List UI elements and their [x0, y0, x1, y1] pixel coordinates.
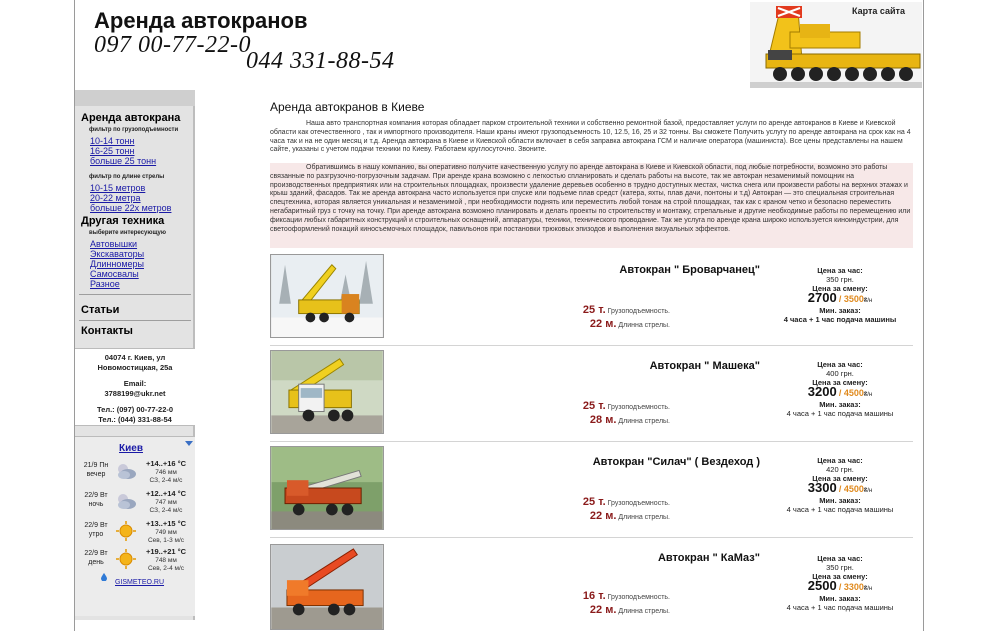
min-order-label: Мин. заказ: [819, 594, 861, 603]
price-unit: ₴/н [863, 298, 873, 304]
hour-price: 400 грн. [826, 369, 854, 378]
other-link-excavators[interactable]: Экскаваторы [90, 249, 145, 259]
crane-listing [270, 350, 913, 442]
boom-label: Длинна стрелы. [618, 608, 670, 615]
crane-boom [470, 318, 670, 330]
sidebar-other-section [75, 215, 195, 289]
shift-price: 3300 [807, 480, 837, 495]
shift-price-alt: 4500 [843, 484, 864, 494]
crane-photo[interactable] [270, 544, 384, 630]
crane-photo[interactable] [270, 254, 384, 338]
crane-meters: 28 м. [589, 414, 617, 426]
weather-part: ночь [88, 501, 104, 508]
capacity-link-10-14[interactable]: 10-14 тонн [90, 136, 135, 146]
weather-date: 22/9 Вт [84, 492, 108, 499]
contact-tel-2: Тел.: (044) 331-88-54 [98, 415, 172, 424]
hour-price-label: Цена за час: [817, 266, 863, 275]
capacity-label: Грузоподъемность. [607, 308, 670, 315]
header-phone-1: 097 00-77-22-0 [94, 32, 251, 58]
weather-wind: СЗ, 2-4 м/с [149, 507, 183, 514]
price-unit: ₴/н [863, 392, 873, 398]
crane-meters: 22 м. [589, 510, 617, 522]
crane-listing [270, 446, 913, 538]
contact-address-line-2: Новомостицкая, 25а [97, 363, 173, 372]
weather-part: день [88, 559, 104, 566]
other-link-aerial-platforms[interactable]: Автовышки [90, 239, 138, 249]
weather-wind: Сев, 1-3 м/с [147, 537, 185, 544]
price-unit: ₴/н [863, 586, 873, 592]
crane-capacity [470, 400, 670, 412]
weather-dropdown-icon[interactable] [185, 441, 193, 446]
shift-price-alt: 4500 [843, 388, 864, 398]
cloudy-night-icon [115, 491, 137, 511]
weather-pressure: 748 мм [155, 557, 177, 564]
filter-boom-label: фильтр по длине стрелы [89, 174, 165, 180]
shift-price: 3200 [807, 384, 837, 399]
sidebar-other-heading[interactable]: Другая техника [81, 215, 165, 227]
crane-boom [470, 414, 670, 426]
weather-row [75, 547, 195, 577]
weather-temp: +13..+15 °C [145, 519, 187, 528]
crane-photo[interactable] [270, 446, 384, 530]
sidebar-divider [79, 294, 191, 295]
weather-date: 21/9 Пн [83, 462, 109, 469]
weather-pressure: 747 мм [155, 499, 177, 506]
price-block: Цена за час: 400 грн. Цена за смену: 3200 / 4500₴/н Мин. заказ: 4 часа + 1 час подача машины [765, 360, 915, 418]
crane-listing [270, 544, 913, 631]
weather-row [75, 459, 195, 489]
hour-price-label: Цена за час: [817, 554, 863, 563]
min-order: 4 часа + 1 час подача машины [786, 603, 894, 612]
contact-address-line-1: 04074 г. Киев, ул [104, 353, 166, 362]
site-header [74, 0, 924, 90]
capacity-label: Грузоподъемность. [607, 500, 670, 507]
contact-email[interactable]: 3788199@ukr.net [104, 389, 166, 398]
sidebar-divider [79, 320, 191, 321]
boom-link-10-15[interactable]: 10-15 метров [90, 183, 146, 193]
capacity-label: Грузоподъемность. [607, 404, 670, 411]
sidebar-top-strip [75, 90, 195, 106]
boom-label: Длинна стрелы. [618, 418, 670, 425]
page-title: Аренда автокранов в Киеве [270, 100, 425, 114]
weather-date: 22/9 Вт [84, 550, 108, 557]
sidebar-rent-section [75, 112, 195, 213]
contact-tel-1: Тел.: (097) 00-77-22-0 [96, 405, 174, 414]
boom-label: Длинна стрелы. [618, 322, 670, 329]
crane-boom [470, 604, 670, 616]
min-order-label: Мин. заказ: [819, 496, 861, 505]
water-drop-icon [101, 573, 107, 581]
capacity-link-16-25[interactable]: 16-25 тонн [90, 146, 135, 156]
sun-icon [115, 549, 137, 569]
crane-name[interactable]: Автокран " Машека" [649, 360, 760, 372]
sidebar-articles-link[interactable]: Статьи [81, 304, 120, 316]
weather-city-link[interactable]: Киев [119, 443, 143, 454]
crane-name[interactable]: Автокран "Силач" ( Вездеход ) [592, 456, 760, 468]
gismeteo-link[interactable]: GISMETEO.RU [115, 579, 165, 586]
sidebar-rent-heading[interactable]: Аренда автокрана [81, 112, 181, 124]
weather-temp: +14..+16 °C [145, 459, 187, 468]
shift-price-label: Цена за смену: [812, 378, 868, 387]
shift-price-alt: 3500 [843, 294, 864, 304]
min-order-label: Мин. заказ: [819, 306, 861, 315]
shift-price-label: Цена за смену: [812, 284, 868, 293]
cloudy-night-icon [115, 461, 137, 481]
hour-price: 420 грн. [826, 465, 854, 474]
hour-price-label: Цена за час: [817, 456, 863, 465]
shift-price-alt: 3300 [843, 582, 864, 592]
contact-email-label: Email: [123, 379, 147, 388]
boom-link-22-plus[interactable]: больше 22х метров [90, 203, 172, 213]
shift-price-label: Цена за смену: [812, 572, 868, 581]
weather-row [75, 519, 195, 549]
sidebar-contacts-link[interactable]: Контакты [81, 325, 133, 337]
price-block: Цена за час: 350 грн. Цена за смену: 2500 / 3300₴/н Мин. заказ: 4 часа + 1 час подача машины [765, 554, 915, 612]
weather-pressure: 746 мм [155, 469, 177, 476]
other-link-dump-trucks[interactable]: Самосвалы [90, 269, 139, 279]
crane-capacity [470, 496, 670, 508]
shift-price: 2500 [807, 578, 837, 593]
intro-paragraph: Наша авто транспортная компания которая обладает парком строительной техники и собственно ремонтной базой, предоставляет услуги по аренде автокранов в Киеве и Киевской области как отечественного , так и импортного производителя. Наши краны имеют грузоподъемность 10, 12.5, 16, 25 и 32 тонны. Вы сможете Получить услугу по аренде автокрана на срок как на 4 часа так и на не один месяц и т.д. Аренда автокрана в Киеве и Киевской области включает в себя заправка автокрана ГСМ и наличие оператора (машиниста). Все цены представлены на нашем сайте, указаны с учетом подачи техники по Киеву. Работаем круглосуточно. Звоните. [270, 120, 911, 154]
header-phone-2: 044 331-88-54 [246, 48, 395, 74]
crane-tons: 25 т. [582, 304, 606, 316]
weather-pressure: 749 мм [155, 529, 177, 536]
min-order-label: Мин. заказ: [819, 400, 861, 409]
crane-meters: 22 м. [589, 318, 617, 330]
weather-temp: +19..+21 °C [145, 547, 187, 556]
weather-widget [75, 436, 195, 616]
price-block: Цена за час: 420 грн. Цена за смену: 3300 / 4500₴/н Мин. заказ: 4 часа + 1 час подача машины [765, 456, 915, 514]
shift-price: 2700 [807, 290, 837, 305]
weather-wind: Сев, 2-4 м/с [147, 565, 185, 572]
capacity-link-25-plus[interactable]: больше 25 тонн [90, 156, 157, 166]
site-title[interactable]: Аренда автокранов [94, 8, 308, 33]
crane-meters: 22 м. [589, 604, 617, 616]
crane-capacity [470, 304, 670, 316]
crane-photo[interactable] [270, 350, 384, 434]
price-unit: ₴/н [863, 488, 873, 494]
choose-label: выберите интересующую [89, 230, 166, 236]
filter-capacity-label: фильтр по грузоподъемности [89, 127, 179, 133]
crane-tons: 16 т. [582, 590, 606, 602]
min-order: 4 часа + 1 час подача машины [783, 315, 897, 324]
weather-part: утро [88, 531, 104, 538]
site-map-link[interactable]: Карта сайта [852, 6, 905, 16]
sun-icon [115, 521, 137, 541]
hour-price: 350 грн. [826, 563, 854, 572]
capacity-label: Грузоподъемность. [607, 594, 670, 601]
crane-name[interactable]: Автокран " КаМаз" [657, 552, 760, 564]
shift-price-label: Цена за смену: [812, 474, 868, 483]
price-block: Цена за час: 350 грн. Цена за смену: 2700 / 3500₴/н Мин. заказ: 4 часа + 1 час подача машины [765, 266, 915, 324]
boom-link-20-22[interactable]: 20-22 метра [90, 193, 141, 203]
intro-paragraph-highlighted: Обратившимсь в нашу компанию, вы оперативно получите качественную услугу по аренде автокрана в Киеве и Киевской области, под любые потребности, возможно это работы связанные по разгрузочно-погрузочным задачам. При аренде крана возможно с легкостью спланировать и сделать работы на высоте, так же автокран незаменимый помощник на производственных предприятиях или на строительных площадках, произвести удаление деревьев особенно в трудно доступных местах, чистка снега или произвести работы на верхних этажах и крыш зданий, фасадов. Так же аренда автокрана часто используется при спуске или подъеме плав средст (катера, яхты, плав дачи, понтоны и т.д) Автокран — это специальная строительная спецтехника, которая является уникальная и незаменимой , при необходимости поднять или переместить любой тонаж на строй площадках, так как с краном четко и безопасно переместить негабаритный груз с точку на точку. При аренде автокрана возможно планировать и делать проекты по строительству и монтажу, стрепальные и другие необходимые работы по перемещению или фиксации любых габаритных конструкций и строительных оснащений, аппаратуры, техники, технического проводание. Так же услуга по аренде крана широко используется киноиндустрии, для светооформлений покаций киносъемочных площадок, павильонов при постановки трюковых эпизодов и выполнения визуальных эффектов. [270, 163, 913, 248]
crane-tons: 25 т. [582, 400, 606, 412]
crane-capacity [470, 590, 670, 602]
min-order: 4 часа + 1 час подача машины [786, 505, 894, 514]
crane-boom [470, 510, 670, 522]
crane-tons: 25 т. [582, 496, 606, 508]
boom-label: Длинна стрелы. [618, 514, 670, 521]
hour-price-label: Цена за час: [817, 360, 863, 369]
weather-row [75, 489, 195, 519]
hour-price: 350 грн. [826, 275, 854, 284]
other-link-long-trucks[interactable]: Длинномеры [90, 259, 144, 269]
weather-part: вечер [86, 471, 106, 478]
weather-date: 22/9 Вт [84, 522, 108, 529]
crane-name[interactable]: Автокран " Броварчанец" [619, 264, 760, 276]
weather-temp: +12..+14 °C [145, 489, 187, 498]
crane-listing [270, 254, 913, 346]
weather-wind: СЗ, 2-4 м/с [149, 477, 183, 484]
other-link-misc[interactable]: Разное [90, 279, 120, 289]
contact-block [75, 348, 195, 426]
min-order: 4 часа + 1 час подача машины [786, 409, 894, 418]
